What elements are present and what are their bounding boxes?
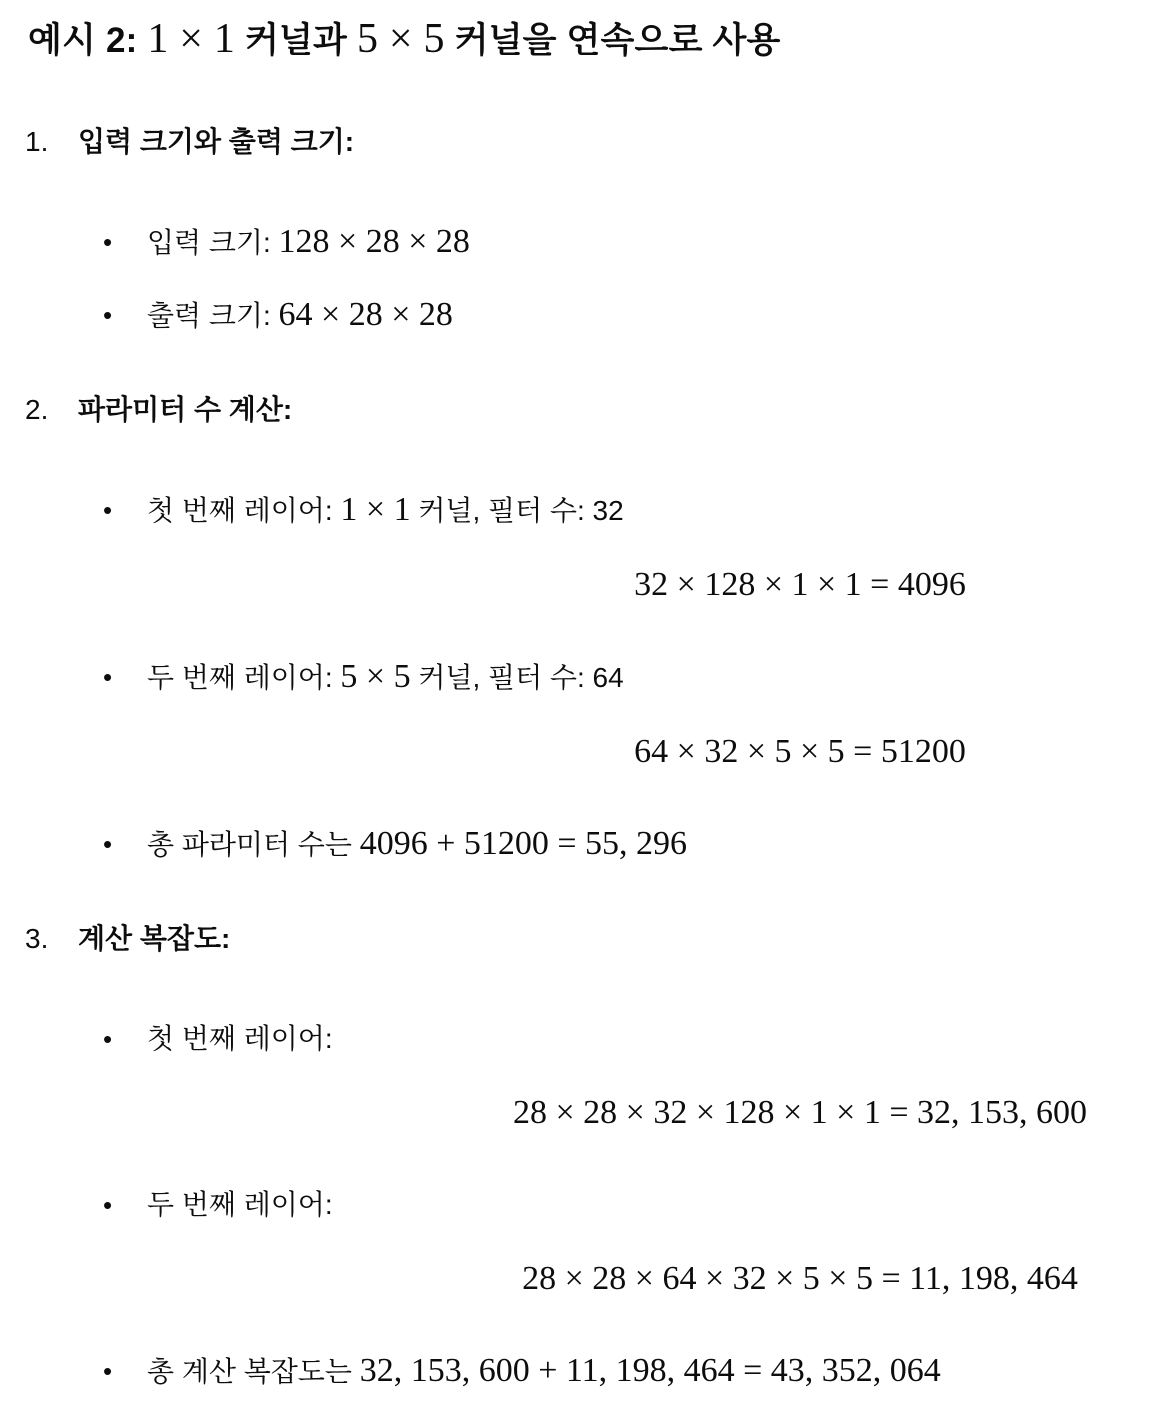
list-item [103,825,1170,863]
item-text: 첫 번째 레이어: [147,495,341,526]
bullet-list [78,1021,1170,1390]
bullet-icon: • [103,662,113,692]
bullet-icon: • [103,1190,113,1220]
inline-math: 32, 153, 600 + 11, 198, 464 = 43, 352, 064 [359,1352,941,1389]
inline-math: 4096 + 51200 = 55, 296 [359,825,688,862]
item-text: 커널, 필터 수: 64 [410,662,624,693]
bullet-icon: • [103,495,113,525]
inline-math: 5 × 5 [340,658,411,695]
list-section-1 [0,124,1170,334]
display-equation: 28 × 28 × 32 × 128 × 1 × 1 = 32, 153, 600 [512,1094,1088,1131]
list-section-2 [0,392,1170,863]
bullet-icon: • [103,829,113,859]
list-item [103,1352,1170,1390]
list-item [103,658,1170,790]
inline-math: 1 × 1 [340,491,411,528]
title-text: 커널과 [235,21,357,60]
section-heading: 계산 복잡도: [78,923,231,954]
title-text: 예시 2: [28,21,148,60]
title-text: 커널을 연속으로 사용 [444,21,781,60]
item-text: 입력 크기: [147,227,279,258]
list-item [103,491,1170,623]
title-inline-math: 5 × 5 [356,16,445,62]
inline-math: 64 × 28 × 28 [278,296,453,333]
section-heading: 파라미터 수 계산: [78,394,293,425]
bullet-icon: • [103,1024,113,1054]
title-inline-math: 1 × 1 [147,16,236,62]
list-item [103,1187,1170,1317]
bullet-icon: • [103,1356,113,1386]
section-heading: 입력 크기와 출력 크기: [78,126,355,157]
display-equation: 32 × 128 × 1 × 1 = 4096 [634,566,966,603]
display-equation: 28 × 28 × 64 × 32 × 5 × 5 = 11, 198, 464 [522,1260,1078,1297]
item-text: 총 계산 복잡도는 [147,1356,360,1387]
display-equation: 64 × 32 × 5 × 5 = 51200 [634,733,966,770]
item-text: 두 번째 레이어: [147,662,341,693]
bullet-list [78,492,1170,863]
list-item [103,223,1170,261]
bullet-icon: • [103,227,113,257]
item-text: 커널, 필터 수: 32 [410,495,624,526]
item-text: 첫 번째 레이어: [147,1023,333,1054]
item-text: 두 번째 레이어: [147,1189,333,1220]
list-section-3 [0,921,1170,1390]
item-text: 출력 크기: [147,300,279,331]
list-item [103,1021,1170,1151]
bullet-icon: • [103,300,113,330]
list-number: 3. [25,923,49,954]
inline-math: 128 × 28 × 28 [278,223,470,260]
bullet-list [78,224,1170,334]
item-text: 총 파라미터 수는 [147,829,360,860]
page-title [28,16,1170,64]
list-number: 1. [25,126,49,157]
list-number: 2. [25,394,49,425]
list-item [103,296,1170,334]
